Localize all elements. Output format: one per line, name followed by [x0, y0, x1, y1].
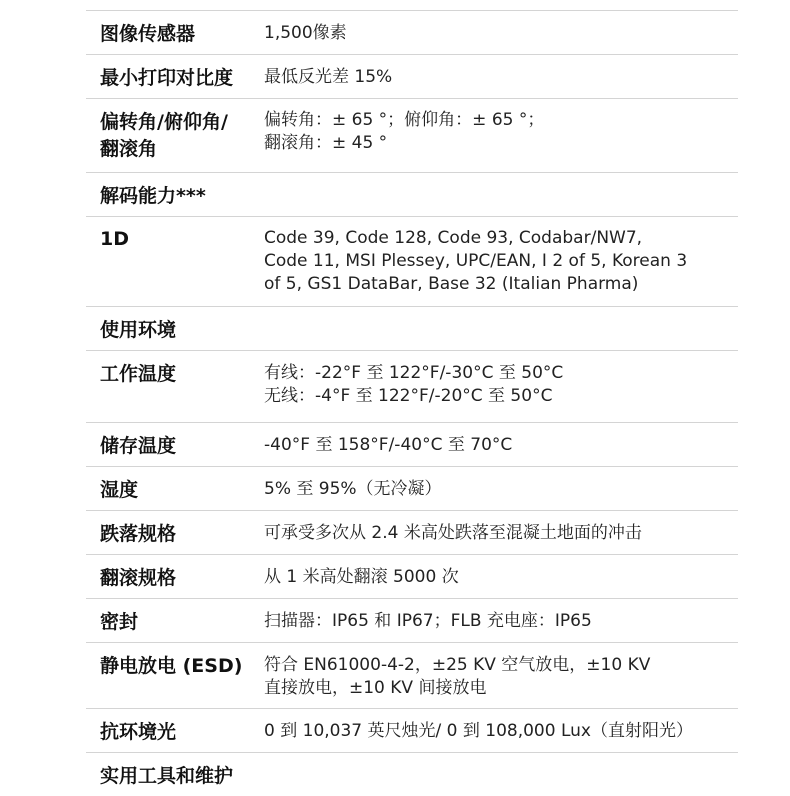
spec-label: 偏转角/俯仰角/ 翻滚角	[100, 111, 228, 160]
spec-value: 符合 EN61000-4-2，±25 KV 空气放电，±10 KV 直接放电，±10 KV 间接放电	[264, 655, 651, 698]
spec-value: Code 39, Code 128, Code 93, Codabar/NW7, Code 11, MSI Plessey, UPC/EAN, I 2 of 5, Korean 3 of 5, GS1 DataBar, Base 32 (Italian Pharma)	[264, 228, 688, 294]
spec-section-decode	[86, 172, 738, 216]
spec-value: 从 1 米高处翻滚 5000 次	[264, 567, 459, 587]
spec-row-1d	[86, 216, 738, 306]
spec-label: 静电放电 (ESD)	[100, 655, 243, 677]
spec-section-utilities	[86, 752, 738, 796]
spec-label: 翻滚规格	[100, 567, 177, 589]
spec-row-ambient-light	[86, 708, 738, 752]
spec-label: 图像传感器	[100, 23, 196, 45]
spec-label: 储存温度	[100, 435, 177, 457]
spec-value: 偏转角：± 65 °；俯仰角：± 65 °； 翻滚角：± 45 °	[264, 110, 545, 153]
spec-row-print-contrast	[86, 54, 738, 98]
spec-table	[86, 10, 738, 796]
spec-row-esd	[86, 642, 738, 708]
spec-label: 最小打印对比度	[100, 67, 234, 89]
spec-label: 密封	[100, 611, 139, 633]
spec-row-storage-temp	[86, 422, 738, 466]
spec-label: 抗环境光	[100, 721, 177, 743]
spec-label: 工作温度	[100, 363, 177, 385]
section-title: 解码能力***	[100, 185, 206, 207]
spec-value: 1,500像素	[264, 23, 347, 43]
spec-value: 最低反光差 15%	[264, 67, 393, 87]
spec-value: 扫描器：IP65 和 IP67；FLB 充电座：IP65	[264, 611, 592, 631]
spec-row-angles	[86, 98, 738, 172]
spec-row-tumble	[86, 554, 738, 598]
spec-value: -40°F 至 158°F/-40°C 至 70°C	[264, 435, 513, 455]
spec-value: 5% 至 95%（无冷凝）	[264, 479, 442, 499]
spec-row-sealing	[86, 598, 738, 642]
section-title: 使用环境	[100, 319, 177, 341]
spec-row-drop	[86, 510, 738, 554]
spec-label: 湿度	[100, 479, 139, 501]
spec-row-operating-temp	[86, 350, 738, 422]
spec-row-image-sensor	[86, 10, 738, 54]
spec-value: 有线：-22°F 至 122°F/-30°C 至 50°C 无线：-4°F 至 122°F/-20°C 至 50°C	[264, 363, 564, 406]
spec-section-environment	[86, 306, 738, 350]
spec-label: 1D	[100, 228, 129, 250]
section-title: 实用工具和维护	[100, 765, 234, 787]
spec-value: 可承受多次从 2.4 米高处跌落至混凝土地面的冲击	[264, 523, 642, 543]
spec-row-humidity	[86, 466, 738, 510]
spec-value: 0 到 10,037 英尺烛光/ 0 到 108,000 Lux（直射阳光）	[264, 721, 693, 741]
spec-label: 跌落规格	[100, 523, 177, 545]
